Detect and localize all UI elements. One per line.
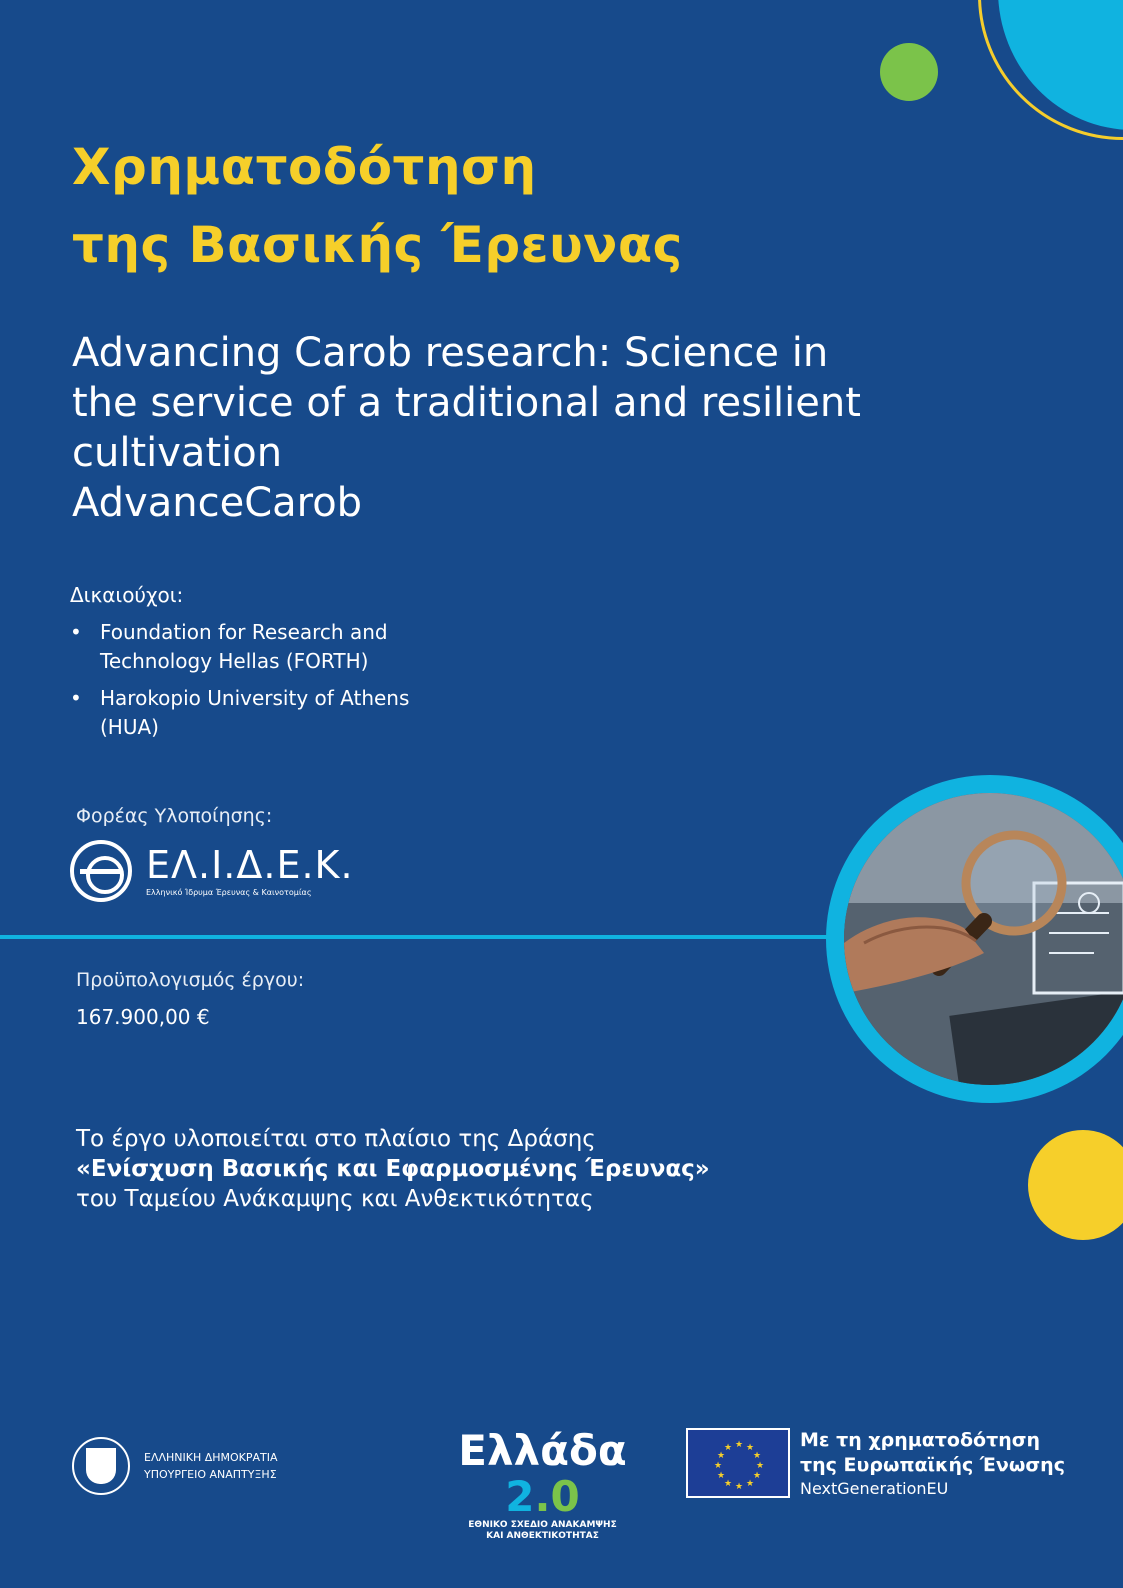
ellada-word: Ελλάδα [458, 1426, 627, 1475]
project-line-2: the service of a traditional and resilient [72, 380, 861, 426]
page-title [72, 128, 683, 284]
eu-funding-logo [686, 1428, 1065, 1500]
beneficiary-line: Technology Hellas (FORTH) [100, 649, 369, 673]
eu-line-3: NextGenerationEU [800, 1479, 949, 1498]
title-line-2: της Βασικής Έρευνας [72, 216, 683, 274]
budget-label: Προϋπολογισμός έργου: [76, 969, 305, 991]
project-title [72, 328, 912, 528]
project-acronym: AdvanceCarob [72, 480, 363, 526]
elidek-name: ΕΛ.Ι.Δ.Ε.Κ. [146, 843, 354, 887]
research-photo [844, 793, 1123, 1085]
elidek-text [146, 844, 354, 898]
action-line-3: του Ταμείου Ανάκαμψης και Ανθεκτικότητας [76, 1186, 594, 1212]
beneficiary-line: • Harokopio University of Athens [100, 686, 410, 710]
beneficiary-item [70, 684, 490, 742]
decorative-yellow-disc [1028, 1130, 1123, 1240]
eu-text [800, 1428, 1065, 1500]
elidek-emblem-icon [70, 840, 132, 902]
magnifier-hand-illustration [844, 793, 1123, 1085]
action-program-name: «Ενίσχυση Βασικής και Εφαρμοσμένης Έρευνας» [76, 1156, 710, 1182]
section-divider [0, 935, 835, 939]
action-line-1: Το έργο υλοποιείται στο πλαίσιο της Δράσης [76, 1126, 596, 1152]
ellada-sub-1: ΕΘΝΙΚΟ ΣΧΕΔΙΟ ΑΝΑΚΑΜΨΗΣ [468, 1520, 617, 1530]
gov-text [144, 1449, 278, 1483]
greek-coat-of-arms-icon [72, 1437, 130, 1495]
project-line-3: cultivation [72, 430, 283, 476]
beneficiary-line: (HUA) [100, 715, 159, 739]
beneficiaries-label: Δικαιούχοι: [70, 583, 184, 607]
implementation-label: Φορέας Υλοποίησης: [76, 805, 273, 827]
decorative-green-dot [880, 43, 938, 101]
ellada-dot: . [534, 1472, 551, 1521]
title-line-1: Χρηματοδότηση [72, 138, 537, 196]
eu-line-1: Με τη χρηματοδότηση [800, 1429, 1041, 1451]
eu-line-2: της Ευρωπαϊκής Ένωσης [800, 1454, 1065, 1476]
hellenic-republic-logo [72, 1437, 278, 1495]
eu-flag-icon: ★ ★ ★ ★ ★ ★ ★ ★ ★ ★ ★ ★ [686, 1428, 790, 1498]
gov-line-2: ΥΠΟΥΡΓΕΙΟ ΑΝΑΠΤΥΞΗΣ [144, 1468, 277, 1481]
greece-2-0-logo [420, 1428, 665, 1542]
elidek-subtitle: Ελληνικό Ίδρυμα Έρευνας & Καινοτομίας [146, 888, 312, 897]
budget-value: 167.900,00 € [76, 1005, 210, 1029]
beneficiaries-list [70, 618, 490, 750]
ellada-wordmark [420, 1428, 665, 1520]
ellada-zero: 0 [550, 1472, 580, 1521]
beneficiary-item [70, 618, 490, 676]
elidek-logo [70, 840, 354, 902]
action-statement [76, 1124, 796, 1214]
project-line-1: Advancing Carob research: Science in [72, 330, 829, 376]
decorative-yellow-ring [978, 0, 1123, 140]
beneficiary-line: • Foundation for Research and [100, 620, 388, 644]
gov-line-1: ΕΛΛΗΝΙΚΗ ΔΗΜΟΚΡΑΤΙΑ [144, 1451, 278, 1464]
ellada-sub-2: ΚΑΙ ΑΝΘΕΚΤΙΚΟΤΗΤΑΣ [486, 1531, 599, 1541]
ellada-two: 2 [505, 1472, 535, 1521]
